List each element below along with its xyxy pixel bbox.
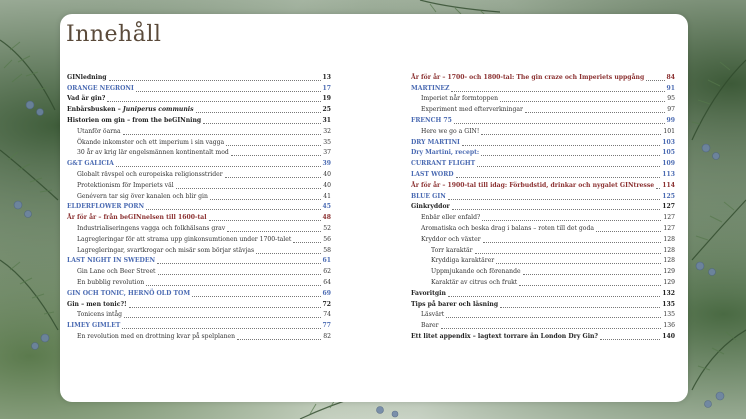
toc-entry: G&T GALICIA 39 bbox=[67, 160, 331, 168]
toc-entry: Dry Martini, recept: 105 bbox=[411, 149, 675, 157]
toc-entry: Kryddor och växter 128 bbox=[421, 235, 675, 243]
toc-entry: Torr karaktär 128 bbox=[431, 246, 675, 254]
toc-entry: År för år – från beGINnelsen till 1600-tal 48 bbox=[67, 214, 331, 222]
toc-entry: Tonicens intåg 74 bbox=[77, 311, 331, 319]
toc-entry: Enbärsbusken – Juniperus communis 25 bbox=[67, 106, 331, 114]
toc-entry: GIN OCH TONIC, HERNÖ OLD TOM 69 bbox=[67, 289, 331, 297]
toc-entry: År för år – 1900-tal till idag: Förbudstid, drinkar och nygalet GINtresse 114 bbox=[411, 181, 675, 189]
toc-entry: En bubblig revolution 64 bbox=[77, 278, 331, 286]
toc-entry: Utanför öarna 32 bbox=[77, 127, 331, 135]
toc-entry: Globalt rävspel och europeiska religionsstrider 40 bbox=[77, 170, 331, 178]
toc-entry: Here we go a GIN! 101 bbox=[421, 127, 675, 135]
page-title: Innehåll bbox=[66, 22, 162, 47]
toc-entry: Ökande inkomster och ett imperium i sin vagga 35 bbox=[77, 138, 331, 146]
toc-entry: LAST NIGHT IN SWEDEN 61 bbox=[67, 257, 331, 265]
toc-entry: CURRANT FLIGHT 109 bbox=[411, 160, 675, 168]
toc-entry: MARTINEZ 91 bbox=[411, 84, 675, 92]
toc-entry: Tips på barer och läsning 135 bbox=[411, 300, 675, 308]
toc-entry: Experiment med efterverkningar 97 bbox=[421, 106, 675, 114]
toc-entry: En revolution med en drottning kvar på spelplanen 82 bbox=[77, 332, 331, 340]
toc-entry: Gin – men tonic?! 72 bbox=[67, 300, 331, 308]
toc-entry: Favoritgin 132 bbox=[411, 289, 675, 297]
toc-entry: ELDERFLOWER PORN 45 bbox=[67, 203, 331, 211]
toc-entry: Historien om gin – from the beGINning 31 bbox=[67, 116, 331, 124]
toc-entry: Lagregleringar för att strama upp ginkonsumtionen under 1700-talet 56 bbox=[77, 235, 331, 243]
toc-entry: Uppmjukande och förenande 129 bbox=[431, 268, 675, 276]
toc-entry: Enbär eller enfald? 127 bbox=[421, 214, 675, 222]
toc-entry: GINledning 13 bbox=[67, 73, 331, 81]
toc-entry: År för år – 1700- och 1800-tal: The gin craze och Imperiets uppgång 84 bbox=[411, 73, 675, 81]
toc-entry: Kryddiga karaktärer 128 bbox=[431, 257, 675, 265]
toc-entry: Ginkryddor 127 bbox=[411, 203, 675, 211]
toc-column-left bbox=[67, 72, 331, 342]
toc-page bbox=[60, 14, 688, 402]
toc-entry: BLUE GIN 125 bbox=[411, 192, 675, 200]
toc-entry: ORANGE NEGRONI 17 bbox=[67, 84, 331, 92]
toc-entry: FRENCH 75 99 bbox=[411, 116, 675, 124]
toc-entry: LIMEY GIMLET 77 bbox=[67, 322, 331, 330]
toc-entry: LAST WORD 113 bbox=[411, 170, 675, 178]
toc-entry: Protektionism för Imperiets väl 40 bbox=[77, 181, 331, 189]
toc-entry: Gin Lane och Beer Street 62 bbox=[77, 268, 331, 276]
toc-entry: Lagregleringar, svartkrogar och misär som börjar stävjas 58 bbox=[77, 246, 331, 254]
toc-entry: Barer 136 bbox=[421, 322, 675, 330]
toc-entry: Aromatiska och beska drag i balans – roten till det goda 127 bbox=[421, 224, 675, 232]
toc-entry: Ett litet appendix – lagtext torrare än London Dry Gin? 140 bbox=[411, 332, 675, 340]
toc-entry: Industrialiseringens vagga och folkhälsans grav 52 bbox=[77, 224, 331, 232]
toc-entry: Genévern tar sig över kanalen och blir gin 41 bbox=[77, 192, 331, 200]
toc-entry: DRY MARTINI 103 bbox=[411, 138, 675, 146]
toc-column-right bbox=[411, 72, 675, 342]
toc-entry: Imperiet når formtoppen 95 bbox=[421, 95, 675, 103]
toc-entry: Läsvärt 135 bbox=[421, 311, 675, 319]
toc-entry: Karaktär av citrus och frukt 129 bbox=[431, 278, 675, 286]
toc-entry: Vad är gin? 19 bbox=[67, 95, 331, 103]
toc-entry: 30 år av krig lär engelsmännen kontinentalt mod 37 bbox=[77, 149, 331, 157]
